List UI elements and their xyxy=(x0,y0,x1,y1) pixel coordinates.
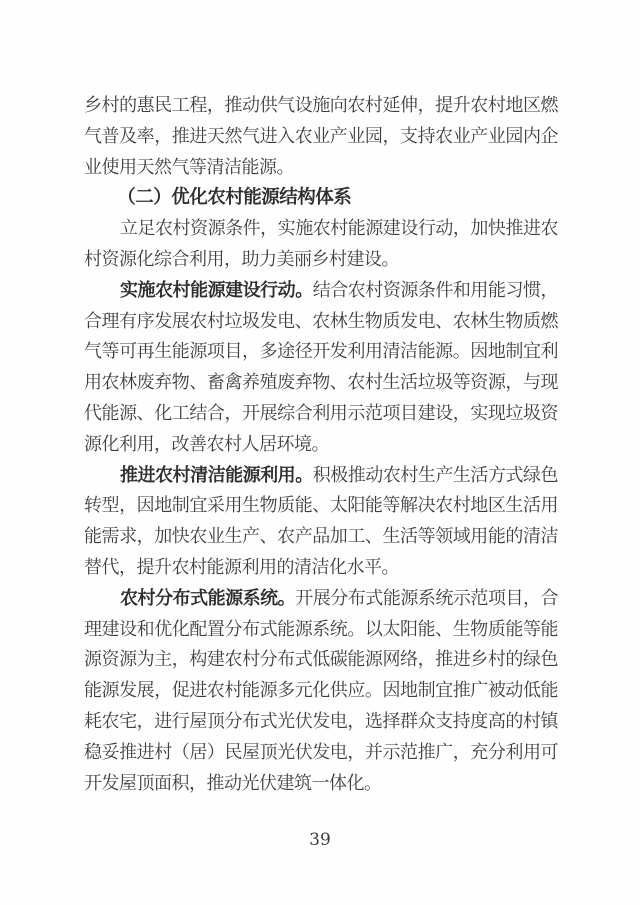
paragraph-overview: 立足农村资源条件，实施农村能源建设行动，加快推进农村资源化综合利用，助力美丽乡村建设。 xyxy=(84,218,558,270)
paragraph-clean-energy-utilization xyxy=(84,461,558,584)
run-in-lead-energy-construction: 实施农村能源建设行动。 xyxy=(120,279,313,301)
section-heading: （二）优化农村能源结构体系 xyxy=(117,187,352,209)
paragraph-continued-from-previous-page: 乡村的惠民工程，推动供气设施向农村延伸，提升农村地区燃气普及率，推进天然气进入农业产业园，支持农业产业园内企业使用天然气等清洁能源。 xyxy=(84,95,558,178)
run-in-lead-distributed-energy: 农村分布式能源系统。 xyxy=(120,587,296,609)
paragraph-rural-energy-construction xyxy=(84,276,558,461)
paragraph-text: 积极推动农村生产生活方式绿色转型，因地制宜采用生物质能、太阳能等解决农村地区生活用能需求，加快农业生产、农产品加工、生活等领域用能的清洁替代，提升农村能源利用的清洁化水平。 xyxy=(84,464,559,578)
paragraph-distributed-energy-system xyxy=(84,584,558,800)
run-in-lead-clean-energy: 推进农村清洁能源利用。 xyxy=(120,464,313,486)
page-number: 39 xyxy=(309,830,331,850)
paragraph-text: 开展分布式能源系统示范项目，合理建设和优化配置分布式能源系统。以太阳能、生物质能等能源资源为主，构建农村分布式低碳能源网络，推进乡村的绿色能源发展，促进农村能源多元化供应。因地制宜推广被动低能耗农宅，进行屋顶分布式光伏发电，选择群众支持度高的村镇稳妥推进村（居）民屋顶光伏发电，并示范推广，充分利用可开发屋顶面积，推动光伏建筑一体化。 xyxy=(84,587,559,794)
paragraph-text: 结合农村资源条件和用能习惯，合理有序发展农村垃圾发电、农林生物质发电、农林生物质燃气等可再生能源项目，多途径开发利用清洁能源。因地制宜利用农林废弃物、畜禽养殖废弃物、农村生活垃圾等资源，与现代能源、化工结合，开展综合利用示范项目建设，实现垃圾资源化利用，改善农村人居环境。 xyxy=(84,279,559,455)
